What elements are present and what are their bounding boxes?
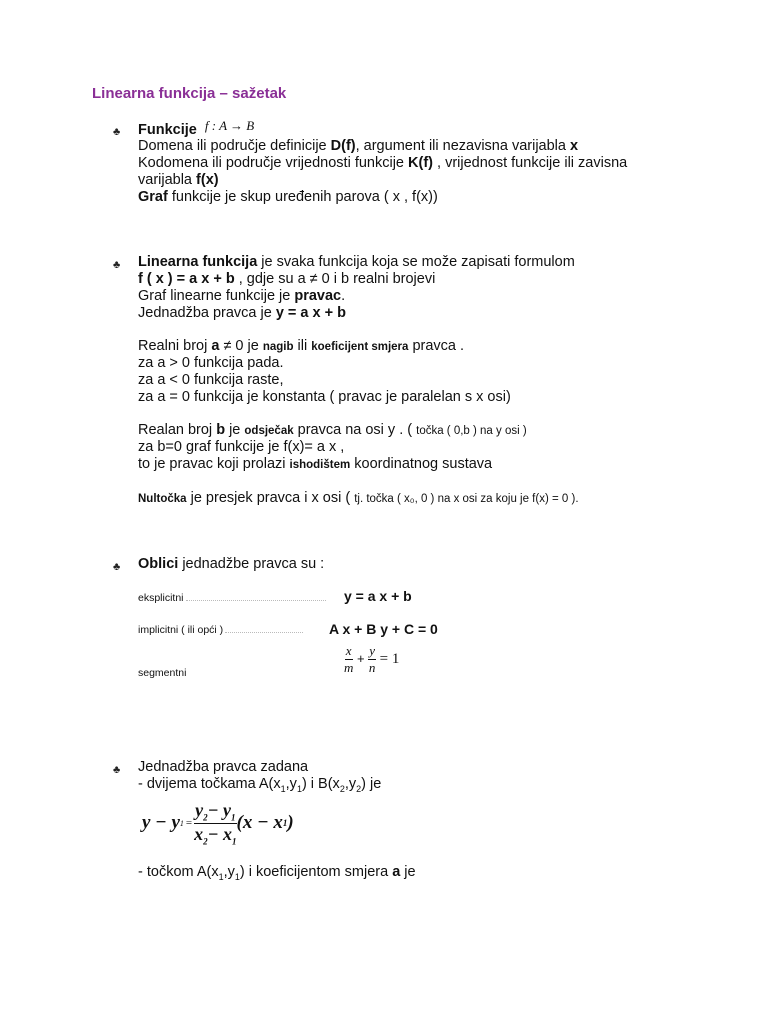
two-point-equation: y − y 1 = $\frac{y_2- y_1}{x_2- x_1}$ (x − x 1 ) — [142, 799, 294, 847]
function-mapping-formula: f : A → B — [204, 118, 255, 133]
implicit-form-equation: A x + B y + C = 0 — [329, 621, 438, 637]
intercept-zero-line: za b=0 graf funkcije je f(x)= a x , — [138, 439, 345, 455]
implicit-form-label: implicitni ( ili opći ) — [138, 624, 303, 636]
page-title: Linearna funkcija – sažetak — [92, 85, 287, 102]
graph-definition-line: Graf funkcije je skup uređenih parova ( x , f(x)) — [138, 189, 438, 205]
codomain-line: Kodomena ili područje vrijednosti funkcije K(f) , vrijednost funkcije ili zavisna — [138, 155, 628, 171]
slope-positive-line: za a > 0 funkcija pada. — [138, 355, 284, 371]
slope-zero-line: za a = 0 funkcija je konstanta ( pravac je paralelan s x osi) — [138, 389, 511, 405]
two-points-line: - dvijema točkama $A(x_1,y_1)$ i $B(x_2,y_2)$ je — [138, 776, 382, 794]
graph-is-line: Graf linearne funkcije je pravac. — [138, 288, 346, 304]
bullet-icon: ♣ — [113, 561, 121, 573]
slope-negative-line: za a < 0 funkcija raste, — [138, 372, 284, 388]
slope-definition: Realni broj a ≠ 0 je nagib ili koeficijent smjera pravca . — [138, 338, 465, 354]
origin-line: to je pravac koji prolazi ishodištem koordinatnog sustava — [138, 456, 493, 472]
explicit-form-equation: y = a x + b — [344, 588, 412, 604]
zero-point-definition: Nultočka je presjek pravca i x osi ( tj. točka ( x₀, 0 ) na x osi za koju je f(x) = 0 ). — [138, 490, 579, 506]
domain-line: Domena ili područje definicije D(f), argument ili nezavisna varijabla x — [138, 138, 579, 154]
functions-heading: Funkcije f : A → B — [138, 118, 255, 138]
dependent-variable-line: varijabla f(x) — [138, 172, 219, 188]
bullet-icon: ♣ — [113, 764, 121, 776]
explicit-form-label: eksplicitni — [138, 592, 326, 604]
line-equation: Jednadžba pravca je y = a x + b — [138, 305, 346, 321]
bullet-icon: ♣ — [113, 259, 121, 271]
linear-function-definition: Linearna funkcija je svaka funkcija koja se može zapisati formulom — [138, 254, 575, 270]
point-slope-line: - točkom $A(x_1,y_1)$ i koeficijentom smjera a je — [138, 864, 416, 882]
segment-form-equation: $\frac{x}{m}$ + $\frac{y}{n}$ = 1 — [344, 643, 400, 675]
segment-form-label: segmentni — [138, 667, 187, 679]
line-equation-given-heading: Jednadžba pravca zadana — [138, 759, 309, 775]
bullet-icon: ♣ — [113, 126, 121, 138]
intercept-definition: Realan broj b je odsječak pravca na osi y . ( točka ( 0,b ) na y osi ) — [138, 422, 527, 438]
line-forms-heading: Oblici jednadžbe pravca su : — [138, 556, 325, 572]
linear-function-formula: f ( x ) = a x + b , gdje su a ≠ 0 i b realni brojevi — [138, 271, 436, 287]
